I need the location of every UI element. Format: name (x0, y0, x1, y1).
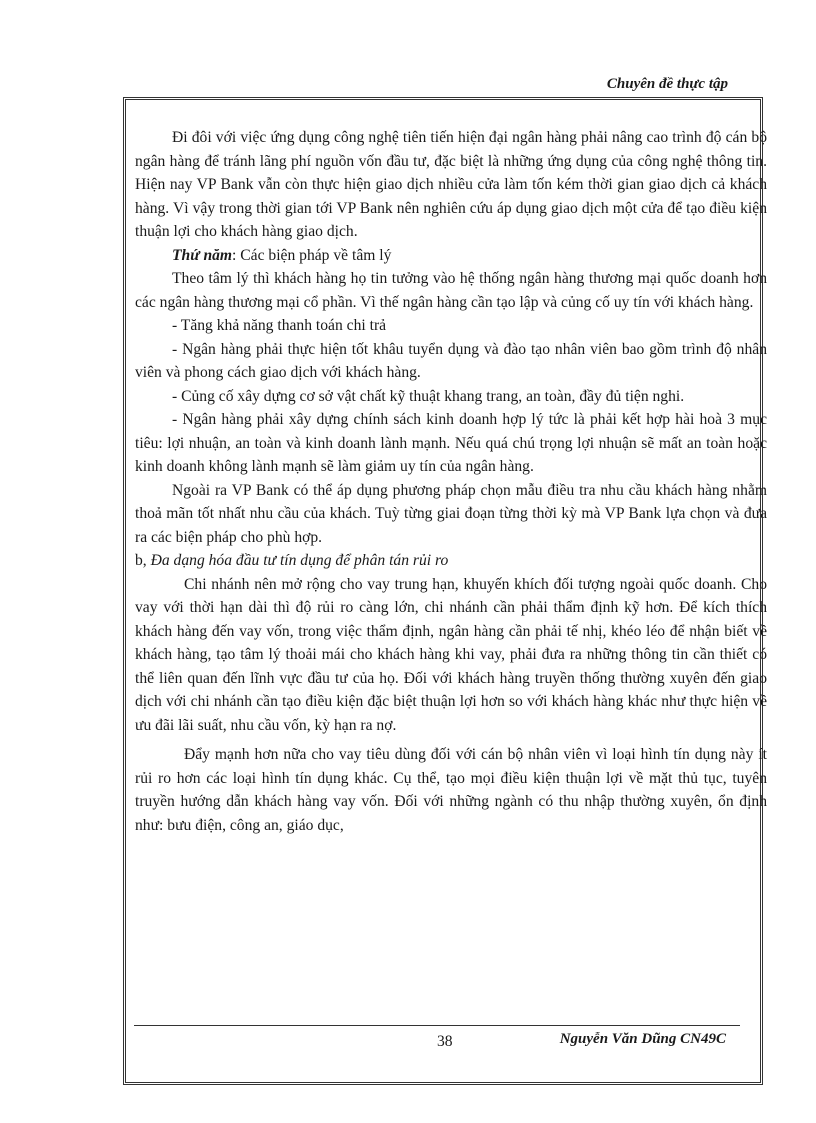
paragraph-consumer-loans: Đẩy mạnh hơn nữa cho vay tiêu dùng đối với cán bộ nhân viên vì loại hình tín dụng này ít rủi ro hơn các loại hình tín dụng khác. Cụ thể, tạo mọi điều kiện thuận lợi về mặt thủ tục, tuyên truyền hướng dẫn khách hàng vay vốn. Đối với những ngành có thu nhập thường xuyên, ổn định như: bưu điện, công an, giáo dục, (135, 746, 767, 834)
bullet-payment: - Tăng khả năng thanh toán chi trả (172, 317, 387, 334)
footer-author: Nguyễn Văn Dũng CN49C (559, 1031, 726, 1047)
paragraph-heading-fifth (135, 244, 767, 268)
bullet-facilities: - Củng cố xây dựng cơ sở vật chất kỹ thuật khang trang, an toàn, đầy đủ tiện nghi. (172, 387, 685, 405)
section-b-title: Đa dạng hóa đầu tư tín dụng để phân tán rủi ro (150, 552, 449, 569)
paragraph-medium-term-loans: Chi nhánh nên mở rộng cho vay trung hạn, khuyến khích đối tượng ngoài quốc doanh. Cho vay với thời hạn dài thì độ rủi ro càng lớn, chi nhánh cần phải thẩm định kỹ hơn. Để kích thích khách hàng đến vay vốn, trong việc thẩm định, ngân hàng cần phải tế nhị, khéo léo để nhận biết về khách hàng, tạo tâm lý thoải mái cho khách hàng khi vay, phải đưa ra những thông tin cần thiết có thể liên quan đến lĩnh vực đầu tư của họ. Đối với khách hàng truyền thống thường xuyên đến giao dịch với chi nhánh cần tạo điều kiện đặc biệt thuận lợi hơn so với khách hàng khác như thực hiện về ưu đãi lãi suất, nhu cầu vốn, kỳ hạn ra nợ. (135, 575, 767, 734)
heading-label: Thứ năm (172, 246, 233, 264)
section-b-heading (135, 549, 767, 573)
paragraph-psychology: Theo tâm lý thì khách hàng họ tin tưởng vào hệ thống ngân hàng thương mại quốc doanh hơn các ngân hàng thương mại cổ phần. Vì thế ngân hàng cần tạo lập và củng cố uy tín với khách hàng. (135, 270, 767, 311)
paragraph-technology: Đi đôi với việc ứng dụng công nghệ tiên tiến hiện đại ngân hàng phải nâng cao trình độ cán bộ ngân hàng để tránh lãng phí nguồn vốn đầu tư, đặc biệt là những ứng dụng của công nghệ thông tin. Hiện nay VP Bank vẫn còn thực hiện giao dịch nhiều cửa làm tốn kém thời gian giao dịch cả khách hàng. Vì vậy trong thời gian tới VP Bank nên nghiên cứu áp dụng giao dịch một cửa để tạo điều kiện thuận lợi cho khách hàng giao dịch. (135, 129, 767, 240)
footer-rule (134, 1025, 740, 1026)
header-title: Chuyên đề thực tập (606, 76, 728, 92)
heading-text: : Các biện pháp về tâm lý (232, 246, 392, 264)
bullet-policy: - Ngân hàng phải xây dựng chính sách kinh doanh hợp lý tức là phải kết hợp hài hoà 3 mục tiêu: lợi nhuận, an toàn và kinh doanh lành mạnh. Nếu quá chú trọng lợi nhuận sẽ mất an toàn hoặc kinh doanh không lành mạnh sẽ làm giảm uy tín của ngân hàng. (135, 411, 767, 475)
body-text (135, 126, 767, 837)
paragraph-survey: Ngoài ra VP Bank có thể áp dụng phương pháp chọn mẫu điều tra nhu cầu khách hàng nhằm thoả mãn tốt nhất nhu cầu của khách. Tuỳ từng giai đoạn từng thời kỳ mà VP Bank lựa chọn và đưa ra các biện pháp cho phù hợp. (135, 481, 767, 546)
section-b-prefix: b, (135, 552, 151, 569)
page-number: 38 (437, 1033, 453, 1050)
bullet-recruitment: - Ngân hàng phải thực hiện tốt khâu tuyển dụng và đào tạo nhân viên bao gồm trình độ nhân viên và phong cách giao dịch với khách hàng. (135, 340, 767, 381)
